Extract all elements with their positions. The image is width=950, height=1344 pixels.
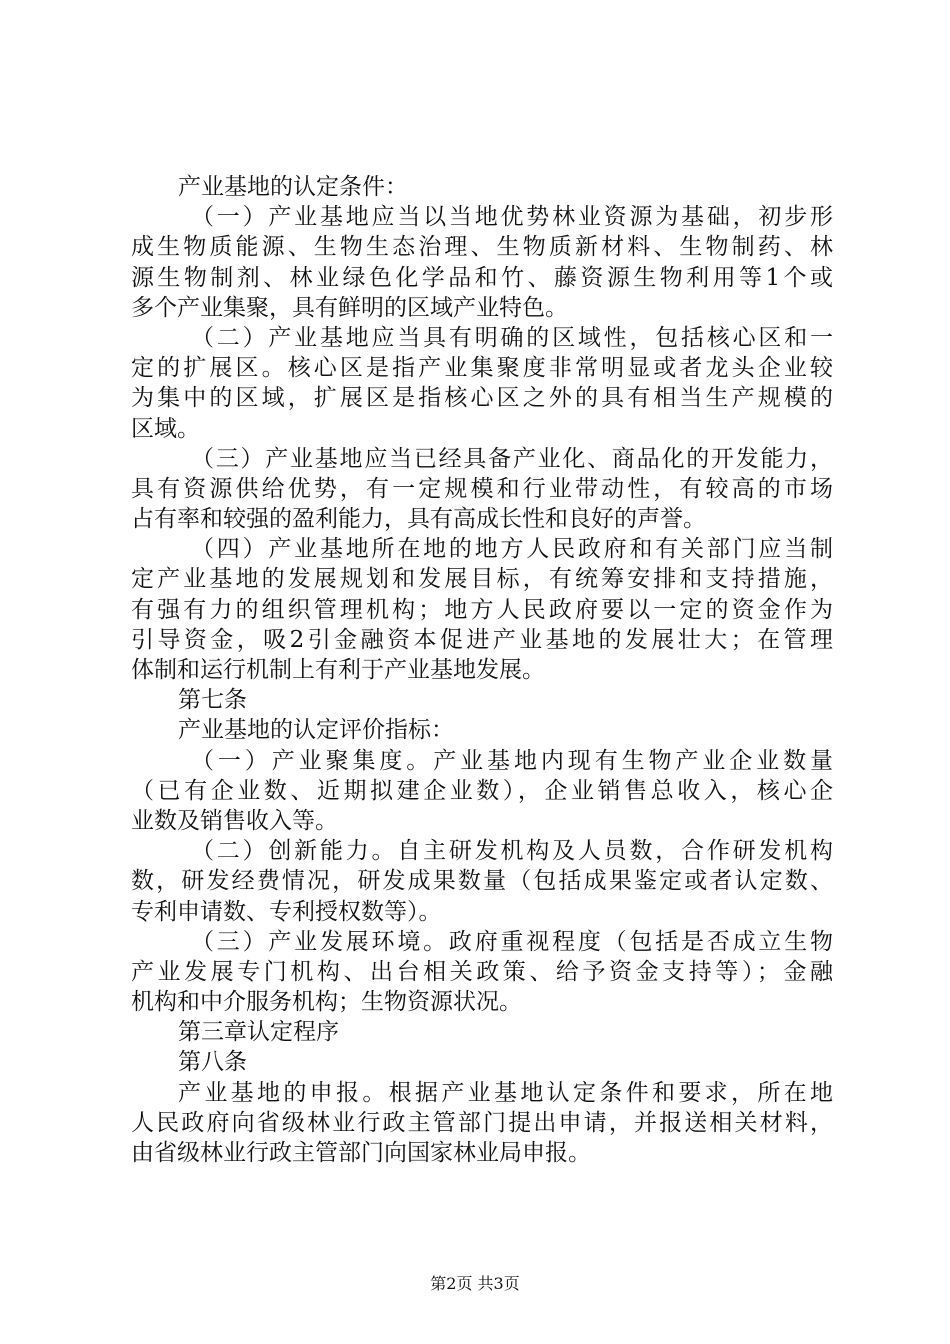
text-line: 多个产业集聚，具有鲜明的区域产业特色。 <box>131 294 568 321</box>
text-line: （三）产业基地应当已经具备产业化、商品化的开发能力， <box>191 445 833 472</box>
text-line: 由省级林业行政主管部门向国家林业局申报。 <box>131 1140 591 1166</box>
text-line: 第三章认定程序 <box>178 1019 339 1046</box>
text-line: 为集中的区域，扩展区是指核心区之外的具有相当生产规模的 <box>131 385 833 412</box>
text-line: 定的扩展区。核心区是指产业集聚度非常明显或者龙头企业较 <box>131 355 833 382</box>
text-line: 机构和中介服务机构；生物资源状况。 <box>131 989 522 1016</box>
text-line: （三）产业发展环境。政府重视程度（包括是否成立生物 <box>191 928 833 955</box>
text-line: 区域。 <box>131 415 200 442</box>
text-line: 第七条 <box>178 687 247 714</box>
text-line: 源生物制剂、林业绿色化学品和竹、藤资源生物利用等1个或 <box>131 264 833 291</box>
text-line: 定产业基地的发展规划和发展目标，有统筹安排和支持措施， <box>131 566 833 593</box>
text-line: 占有率和较强的盈利能力，具有高成长性和良好的声誉。 <box>131 506 706 533</box>
text-line: 具有资源供给优势，有一定规模和行业带动性，有较高的市场 <box>131 475 833 502</box>
text-line: 有强有力的组织管理机构；地方人民政府要以一定的资金作为 <box>131 596 833 623</box>
text-line: （二）产业基地应当具有明确的区域性，包括核心区和一 <box>191 324 833 351</box>
text-line: 产业基地的申报。根据产业基地认定条件和要求，所在地 <box>178 1079 833 1106</box>
text-line: （已有企业数、近期拟建企业数），企业销售总收入，核心企 <box>131 777 833 804</box>
text-line: 数，研发经费情况，研发成果数量（包括成果鉴定或者认定数、 <box>131 868 833 895</box>
text-line: （一）产业基地应当以当地优势林业资源为基础，初步形 <box>191 204 833 231</box>
text-line: 人民政府向省级林业行政主管部门提出申请，并报送相关材料， <box>131 1109 833 1136</box>
text-line: 产业基地的认定条件： <box>178 174 408 200</box>
text-line: （一）产业聚集度。产业基地内现有生物产业企业数量 <box>191 747 833 774</box>
text-line: （二）创新能力。自主研发机构及人员数，合作研发机构 <box>191 838 833 865</box>
text-line: 专利申请数、专利授权数等）。 <box>131 898 442 925</box>
text-line: （四）产业基地所在地的地方人民政府和有关部门应当制 <box>191 536 833 563</box>
page-footer: 第2页 共3页 <box>430 1274 520 1293</box>
document-body <box>131 172 833 1168</box>
text-line: 引导资金，吸2引金融资本促进产业基地的发展壮大；在管理 <box>131 626 833 653</box>
text-line: 产业基地的认定评价指标： <box>178 717 454 744</box>
text-line: 成生物质能源、生物生态治理、生物质新材料、生物制药、林 <box>131 234 833 261</box>
text-line: 业数及销售收入等。 <box>131 807 338 834</box>
text-line: 体制和运行机制上有利于产业基地发展。 <box>131 657 545 683</box>
text-line: 产业发展专门机构、出台相关政策、给予资金支持等）；金融 <box>131 958 833 985</box>
text-line: 第八条 <box>178 1049 247 1076</box>
